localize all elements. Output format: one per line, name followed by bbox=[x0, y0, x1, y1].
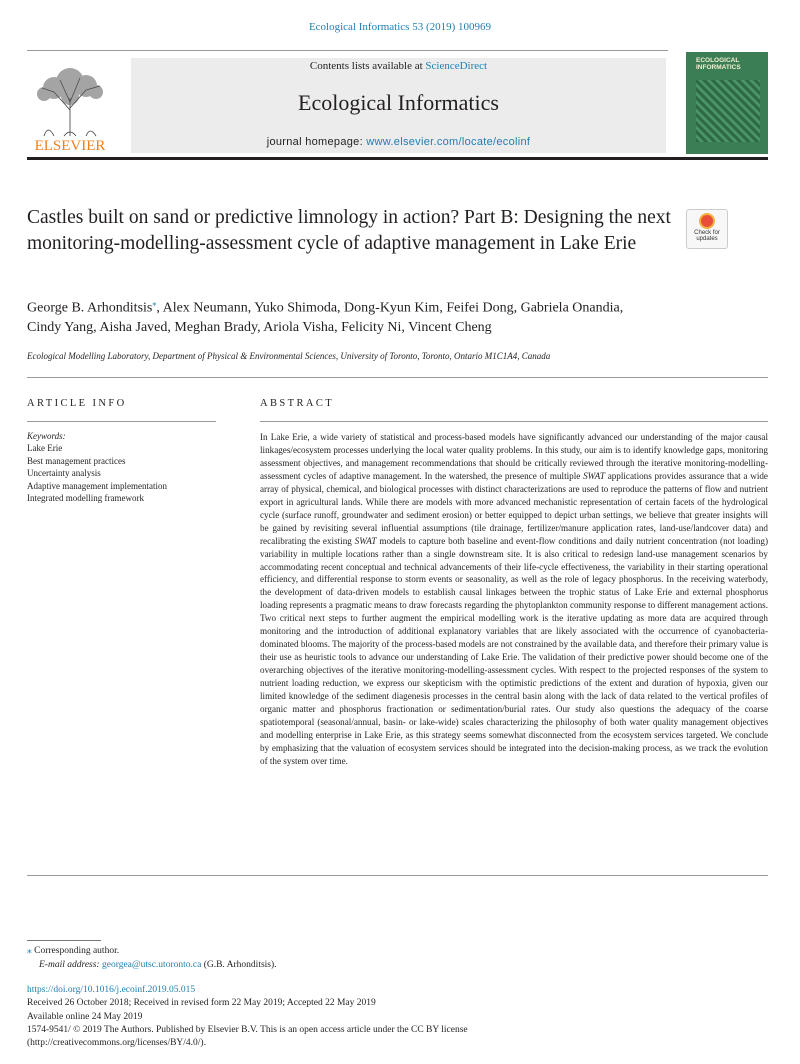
elsevier-tree-icon bbox=[24, 58, 116, 154]
header-thick-rule bbox=[27, 157, 768, 160]
email-link[interactable]: georgea@utsc.utoronto.ca bbox=[101, 959, 202, 970]
elsevier-wordmark: ELSEVIER bbox=[34, 138, 106, 154]
journal-citation bbox=[0, 21, 800, 33]
header-divider bbox=[27, 50, 668, 51]
cover-title bbox=[696, 57, 741, 71]
author-list bbox=[27, 294, 627, 338]
doi-link[interactable]: https://doi.org/10.1016/j.ecoinf.2019.05.015 bbox=[27, 985, 196, 995]
contents-prefix: Contents lists available at bbox=[309, 60, 426, 72]
author-first[interactable]: George B. Arhonditsis bbox=[27, 300, 153, 316]
keyword-item: Integrated modelling framework bbox=[27, 493, 144, 504]
available-online: Available online 24 May 2019 bbox=[27, 1011, 143, 1022]
abstract-text bbox=[260, 431, 768, 768]
check-updates-line1: Check for bbox=[694, 230, 720, 236]
check-updates-icon bbox=[699, 213, 715, 229]
article-title: Castles built on sand or predictive limnology in action? Part B: Designing the next monitoring-modelling-assessment cycle of adaptive management in Lake Erie bbox=[27, 207, 671, 254]
sciencedirect-link[interactable]: ScienceDirect bbox=[425, 60, 488, 72]
homepage-prefix: journal homepage: bbox=[266, 136, 367, 148]
received-dates: Received 26 October 2018; Received in revised form 22 May 2019; Accepted 22 May 2019 bbox=[27, 998, 376, 1009]
journal-banner bbox=[131, 58, 666, 153]
keyword-item: Adaptive management implementation bbox=[27, 480, 167, 491]
keywords-block bbox=[27, 430, 227, 504]
keywords-label: Keywords: bbox=[27, 431, 66, 441]
cover-title-line2: INFORMATICS bbox=[696, 64, 741, 71]
check-for-updates-button[interactable] bbox=[686, 209, 728, 249]
email-line bbox=[27, 959, 277, 973]
journal-cover-thumbnail[interactable] bbox=[686, 52, 768, 154]
cover-title-line1: ECOLOGICAL bbox=[696, 57, 740, 64]
authors-rest: , Alex Neumann, Yuko Shimoda, Dong-Kyun Kim, Feifei Dong, Gabriela Onandia, Cindy Yang, Aisha Javed, Meghan Brady, Ariola Visha, Felicity Ni, Vincent Cheng bbox=[27, 300, 624, 336]
article-info-divider bbox=[27, 421, 216, 422]
journal-homepage bbox=[131, 136, 666, 148]
citation-link[interactable]: Ecological Informatics 53 (2019) 100969 bbox=[308, 21, 492, 33]
abstract-swat-term: SWAT bbox=[354, 535, 377, 546]
email-label: E-mail address: bbox=[39, 959, 100, 970]
corresponding-label: Corresponding author. bbox=[31, 946, 120, 956]
elsevier-logo[interactable] bbox=[24, 58, 116, 154]
abstract-divider bbox=[260, 421, 768, 422]
keyword-item: Best management practices bbox=[27, 455, 126, 466]
journal-name: Ecological Informatics bbox=[298, 90, 499, 115]
cover-image bbox=[696, 80, 760, 142]
abstract-part1: In Lake Erie, a wide variety of statistical and process-based models have significantly advanced our understanding of the major causal linkages/ecosystem processes underlying the local water quality problems. In this study, our aim is to identify knowledge gaps, monitoring assessment objectives, and management recommendations that should be critically reviewed through the iterative monitoring-modelling-assessment cycles of adaptive management. In the watershed, the presence of multiple bbox=[260, 432, 768, 481]
affiliation: Ecological Modelling Laboratory, Department of Physical & Environmental Sciences, University of Toronto, Toronto, Ontario M1C1A4, Canada bbox=[27, 351, 551, 361]
contents-line bbox=[131, 60, 666, 72]
corresponding-author-note bbox=[27, 945, 277, 959]
abstract-end-divider bbox=[27, 875, 768, 876]
keyword-item: Uncertainty analysis bbox=[27, 468, 101, 479]
homepage-link[interactable]: www.elsevier.com/locate/ecolinf bbox=[366, 136, 531, 148]
section-divider bbox=[27, 377, 768, 378]
license-line1: 1574-9541/ © 2019 The Authors. Published by Elsevier B.V. This is an open access article under the CC BY license bbox=[27, 1024, 468, 1035]
publication-info bbox=[27, 984, 767, 1050]
abstract-heading: ABSTRACT bbox=[260, 398, 335, 409]
keyword-item: Lake Erie bbox=[27, 443, 63, 454]
email-suffix: (G.B. Arhonditsis). bbox=[201, 959, 277, 970]
corresponding-author-mark[interactable]: ⁎ bbox=[152, 299, 157, 308]
footnote bbox=[27, 945, 277, 972]
article-info-heading: ARTICLE INFO bbox=[27, 398, 127, 409]
check-updates-line2: updates bbox=[696, 236, 718, 242]
footnote-mark: ⁎ bbox=[27, 946, 32, 956]
footnote-divider bbox=[27, 940, 101, 941]
abstract-swat-term: SWAT bbox=[583, 470, 605, 481]
abstract-part3: models to capture both baseline and event-flow conditions and daily nutrient concentration (not loading) variability in multiple locations rather than a single downstream site. It is also critical to redesign land-use management scenarios by accommodating recent conceptual and technical advancements of their life-cycle effectiveness, the variability in their starting operational efficiency, and differential response to storm events or seasonality, as well as the role of legacy phosphorus. In the receiving waterbody, the development of data-driven models to establish causal linkages between the trophic status of Lake Erie and external phosphorus loading represents a pragmatic means to draw forecasts regarding the phytoplankton community response to different management actions. Two critical next steps to further augment the empirical modelling work is the iterative updating as more data are acquired through monitoring and the introduction of additional explanatory variables that are likely associated with the occurrence of cyanobacteria-dominated blooms. The majority of the process-based models are not constrained by the available data, and therefore their primary value is their use as heuristic tools to advance our understanding of Lake Erie. The validation of their predictive power should become one of the overarching objectives of the iterative monitoring-modelling-assessment cycles. With respect to the projected responses of the system to nutrient loading reduction, we express our skepticism with the optimistic predictions of the extent and duration of hypoxia, given our limited knowledge of the sediment diagenesis processes in the central basin along with the lack of data related to the vertical profiles of organic matter and phosphorus fractionation or sedimentation/burial rates. Our study also questions the adequacy of the coarse spatiotemporal (seasonal/annual, basin- or lake-wide) scales characterizing the philosophy of both water quality management objectives and modelling enterprise in Lake Erie, as this strategy seems somewhat disconnected from the ecosystem services targeted. We conclude by emphasizing that the valuation of ecosystem services should be integrated into the decision-making process, as we track the evolution of the system over time. bbox=[260, 535, 768, 766]
license-line2: (http://creativecommons.org/licenses/BY/4.0/). bbox=[27, 1038, 206, 1049]
abstract-part2: applications provides assurance that a wide array of physical, chemical, and biological processes with distinct characterizations are used to reproduce the patterns of flow and nutrient export in agricultural lands. While there are models with more advanced mechanistic representation of certain facets of the hydrological cycle (surface runoff, groundwater and sediment erosion) or better equipped to depict urban settings, we believe that greater insights will be gained by revisiting several influential assumptions (tile drainage, fertilizer/manure application rates, land-use/landcover data) and recalibrating the existing bbox=[260, 470, 768, 546]
